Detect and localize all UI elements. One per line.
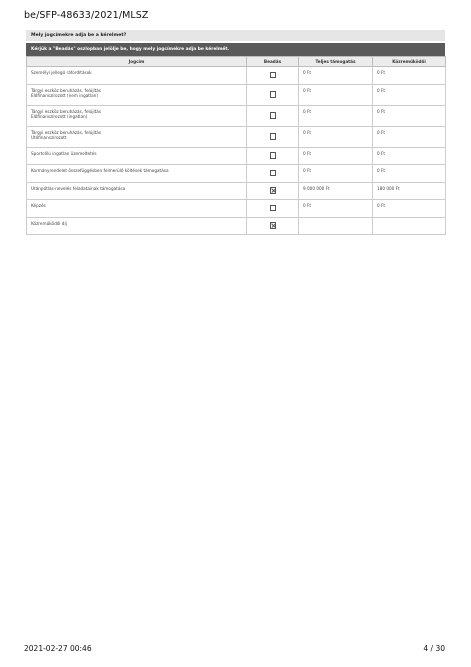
total-support-cell: 0 Ft	[299, 126, 373, 147]
claim-type-label: Előfinanszírozott (ingatlan)	[31, 113, 88, 119]
total-support-cell: 9 000 000 Ft	[299, 182, 373, 200]
claim-type-label: Utánpótlás-nevelés feladatainak támogatása	[31, 185, 126, 191]
claim-type-label: Képzés	[31, 203, 46, 208]
contributor-cell: 0 Ft	[373, 105, 446, 126]
contributor-cell: 0 Ft	[373, 200, 446, 218]
claim-type-label: Kormányrendelet összefüggésben felmerülő költések támogatása	[31, 168, 169, 173]
page-number: 4 / 30	[423, 644, 445, 653]
claim-type-cell	[27, 200, 247, 218]
table-row	[27, 126, 446, 147]
table-row	[27, 147, 446, 165]
document-id: be/SFP-48633/2021/MLSZ	[24, 10, 149, 21]
total-support-cell	[299, 217, 373, 235]
submission-cell	[247, 105, 299, 126]
table-row	[27, 84, 446, 105]
claim-type-label: Tárgyi eszköz beruházás, felújítás	[31, 87, 102, 93]
contributor-cell: 0 Ft	[373, 84, 446, 105]
submission-checkbox[interactable]	[270, 187, 277, 194]
claim-type-cell	[27, 67, 247, 85]
table-row	[27, 217, 446, 235]
contributor-cell: 0 Ft	[373, 67, 446, 85]
table-row	[27, 200, 446, 218]
table-row	[27, 67, 446, 85]
claim-types-table	[26, 56, 446, 235]
submission-cell	[247, 165, 299, 183]
submission-checkbox[interactable]	[270, 72, 277, 79]
contributor-cell: 0 Ft	[373, 165, 446, 183]
table-row	[27, 182, 446, 200]
claim-type-cell	[27, 165, 247, 183]
total-support-cell: 0 Ft	[299, 84, 373, 105]
contributor-cell: 180 000 Ft	[373, 182, 446, 200]
table-body	[27, 67, 446, 235]
claim-type-label: Tárgyi eszköz beruházás, felújítás	[31, 129, 102, 135]
table-row	[27, 165, 446, 183]
contributor-cell: 0 Ft	[373, 126, 446, 147]
submission-cell	[247, 147, 299, 165]
submission-cell	[247, 67, 299, 85]
claim-type-label: Közreműködői díj	[31, 220, 67, 226]
total-support-cell: 0 Ft	[299, 147, 373, 165]
submission-checkbox[interactable]	[270, 112, 277, 119]
table-row	[27, 105, 446, 126]
submission-checkbox[interactable]	[270, 222, 277, 229]
claim-type-cell	[27, 105, 247, 126]
total-support-cell: 0 Ft	[299, 200, 373, 218]
claim-type-cell	[27, 147, 247, 165]
submission-checkbox[interactable]	[270, 205, 277, 212]
column-header-claim-type: Jogcím	[27, 57, 247, 67]
column-header-submission: Beadás	[247, 57, 299, 67]
section-instruction: Kérjük a "Beadás" oszlopban jelölje be, hogy mely jogcímekre adja be kérelmét.	[26, 43, 445, 56]
submission-cell	[247, 126, 299, 147]
claim-type-cell	[27, 84, 247, 105]
submission-cell	[247, 217, 299, 235]
claim-type-label: Sportcélú ingatlan üzemeltetés	[31, 150, 97, 156]
claim-type-cell	[27, 217, 247, 235]
submission-checkbox[interactable]	[270, 133, 277, 140]
claim-type-label: Utófinanszírozott	[31, 134, 67, 140]
claim-type-cell	[27, 126, 247, 147]
submission-cell	[247, 182, 299, 200]
claim-type-label: Tárgyi eszköz beruházás, felújítás	[31, 108, 102, 114]
section-title: Mely jogcímekre adja be a kérelmet?	[26, 30, 445, 41]
column-header-contributor: Közreműködői	[373, 57, 446, 67]
total-support-cell: 0 Ft	[299, 67, 373, 85]
claim-type-label: Személyi jellegű ráfordítások	[31, 70, 92, 75]
total-support-cell: 0 Ft	[299, 105, 373, 126]
table-header-row	[27, 57, 446, 67]
submission-checkbox[interactable]	[270, 152, 277, 159]
contributor-cell: 0 Ft	[373, 147, 446, 165]
claim-types-section	[26, 30, 445, 235]
submission-checkbox[interactable]	[270, 170, 277, 177]
total-support-cell: 0 Ft	[299, 165, 373, 183]
claim-type-label: Előfinanszírozott (nem ingatlan)	[31, 92, 98, 98]
column-header-total-support: Teljes támogatás	[299, 57, 373, 67]
claim-type-cell	[27, 182, 247, 200]
submission-checkbox[interactable]	[270, 91, 277, 98]
contributor-cell	[373, 217, 446, 235]
submission-cell	[247, 200, 299, 218]
submission-cell	[247, 84, 299, 105]
footer-date: 2021-02-27 00:46	[24, 644, 92, 653]
